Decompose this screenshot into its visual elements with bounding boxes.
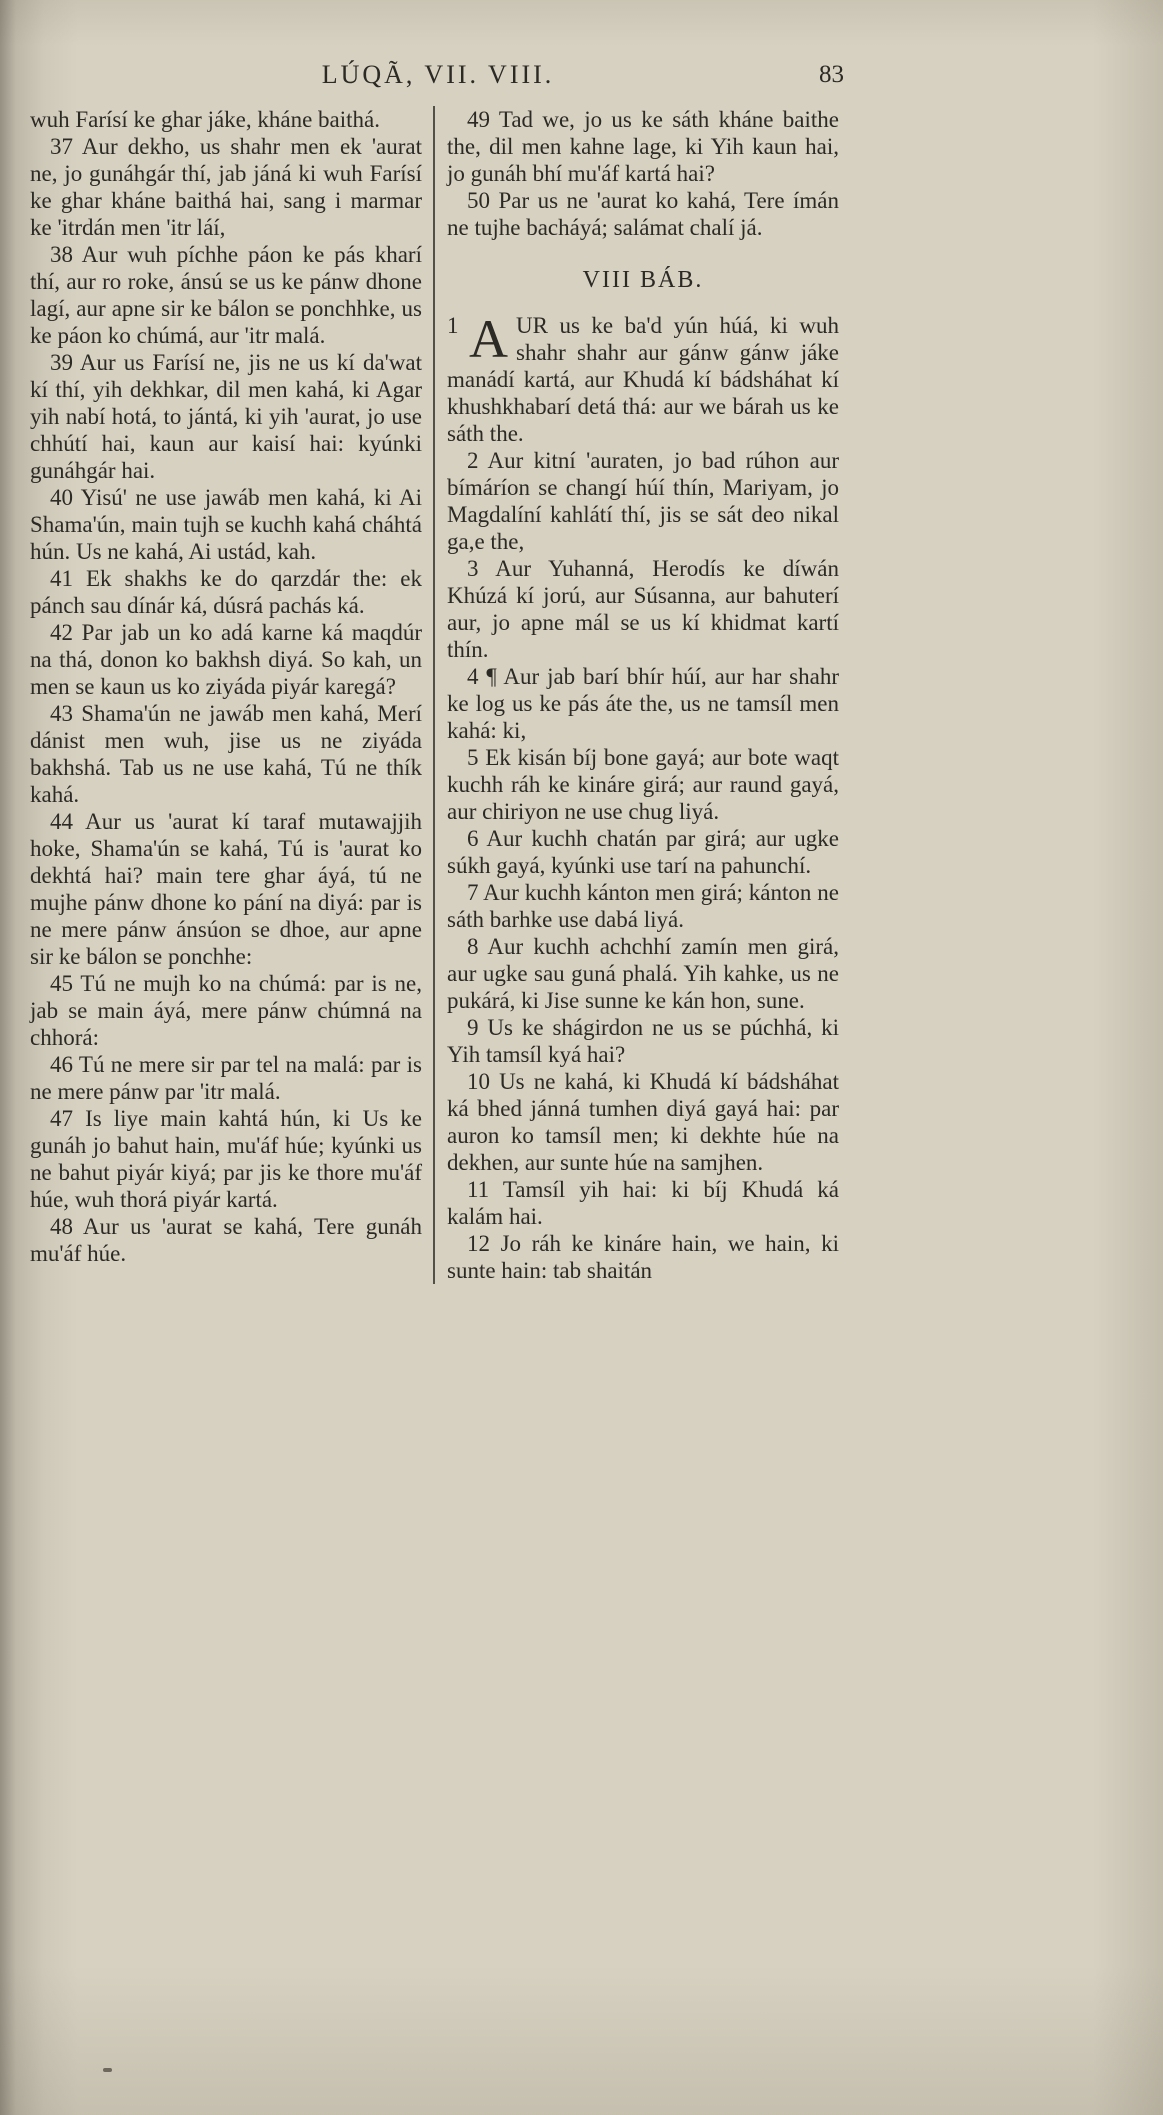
drop-cap: A xyxy=(469,309,508,369)
page-number: 83 xyxy=(819,61,844,88)
verse-paragraph: 8 Aur kuchh achchhí zamín men girá, aur ugke sau guná phalá. Yih kahke, us ne pukárá, ki Jise sunne ke kán hon, sune. xyxy=(447,934,839,1013)
verse-paragraph: 11 Tamsíl yih hai: ki bíj Khudá ká kalám hai. xyxy=(447,1177,839,1229)
verse-paragraph: 47 Is liye main kahtá hún, ki Us ke gunáh jo bahut hain, mu'áf húe; kyúnki us ne bahut piyár kiyá; par jis ke thore mu'áf húe, wuh thorá piyár kartá. xyxy=(30,1106,422,1212)
verse-paragraph: 43 Shama'ún ne jawáb men kahá, Merí dánist men wuh, jise us ne ziyáda bakhshá. Tab us ne use kahá, Tú ne thík kahá. xyxy=(30,701,422,807)
column-divider xyxy=(433,106,435,1284)
verse-paragraph: 46 Tú ne mere sir par tel na malá: par is ne mere pánw par 'itr malá. xyxy=(30,1052,422,1104)
verse-paragraph: 41 Ek shakhs ke do qarzdár the: ek pánch sau dínár ká, dúsrá pachás ká. xyxy=(30,566,422,618)
page-header xyxy=(30,60,846,94)
verse-paragraph: 45 Tú ne mujh ko na chúmá: par is ne, jab se main áyá, mere pánw chúmná na chhorá: xyxy=(30,971,422,1050)
verse-paragraph xyxy=(447,309,839,447)
verse-paragraph: 4 ¶ Aur jab barí bhír húí, aur har shahr ke log us ke pás áte the, us ne tamsíl men kahá: ki, xyxy=(447,664,839,743)
verse-paragraph: 50 Par us ne 'aurat ko kahá, Tere ímán ne tujhe bacháyá; salámat chalí já. xyxy=(447,188,839,240)
verse-paragraph: 48 Aur us 'aurat se kahá, Tere gunáh mu'áf húe. xyxy=(30,1214,422,1266)
verse-paragraph: 37 Aur dekho, us shahr men ek 'aurat ne, jo gunáhgár thí, jab jáná ki wuh Farísí ke ghar kháne baithá hai, sang i marmar ke 'itrdán men 'itr láí, xyxy=(30,134,422,240)
verse-number: 1 xyxy=(447,313,459,338)
left-column xyxy=(30,106,422,1284)
verse-paragraph: 10 Us ne kahá, ki Khudá kí bádsháhat ká bhed jánná tumhen diyá gayá hai: par auron ko tamsíl men; ki dekhte húe na dekhen, aur sunte húe na samjhen. xyxy=(447,1069,839,1175)
chapter-heading: VIII BÁB. xyxy=(582,267,704,293)
verse-paragraph: 12 Jo ráh ke kináre hain, we hain, ki sunte hain: tab shaitán xyxy=(447,1231,839,1283)
running-title: LÚQÃ, VII. VIII. xyxy=(321,60,555,89)
ink-speck xyxy=(103,2068,112,2072)
verse-paragraph: 6 Aur kuchh chatán par girá; aur ugke súkh gayá, kyúnki use tarí na pahunchí. xyxy=(447,826,839,878)
verse-paragraph: 7 Aur kuchh kánton men girá; kánton ne sáth barhke use dabá liyá. xyxy=(447,880,839,932)
text-columns xyxy=(30,106,846,1284)
right-column xyxy=(447,106,839,1284)
verse-paragraph: 3 Aur Yuhanná, Herodís ke díwán Khúzá kí jorú, aur Súsanna, aur bahuterí aur, jo apne mál se us kí khidmat kartí thín. xyxy=(447,556,839,662)
verse-paragraph: 2 Aur kitní 'auraten, jo bad rúhon aur bímáríon se changí húí thín, Mariyam, jo Magdalíní kahlátí thí, jis se sát deo nikal ga,e the, xyxy=(447,448,839,554)
verse-text: UR us ke ba'd yún húá, ki wuh shahr shahr aur gánw gánw jáke manádí kartá, aur Khudá kí bádsháhat kí khushkhabarí detá thá: aur we bárah us ke sáth the. xyxy=(447,313,839,446)
verse-paragraph: 40 Yisú' ne use jawáb men kahá, ki Ai Shama'ún, main tujh se kuchh kahá cháhtá hún. Us ne kahá, Ai ustád, kah. xyxy=(30,485,422,564)
verse-paragraph: 44 Aur us 'aurat kí taraf mutawajjih hoke, Shama'ún se kahá, Tú is 'aurat ko dekhtá hai? main tere ghar áyá, tú ne mujhe pánw dhone ko pání na diyá: par is ne mere pánw ánsúon se dhoe, aur apne sir ke bálon se ponchhe: xyxy=(30,809,422,969)
verse-paragraph: 49 Tad we, jo us ke sáth kháne baithe the, dil men kahne lage, ki Yih kaun hai, jo gunáh bhí mu'áf kartá hai? xyxy=(447,107,839,186)
page-content xyxy=(30,60,846,1284)
verse-paragraph: 5 Ek kisán bíj bone gayá; aur bote waqt kuchh ráh ke kináre girá; aur raund gayá, aur chiriyon ne use chug liyá. xyxy=(447,745,839,824)
verse-paragraph: 42 Par jab un ko adá karne ká maqdúr na thá, donon ko bakhsh diyá. So kah, un men se kaun us ko ziyáda piyár karegá? xyxy=(30,620,422,699)
continuation-paragraph: wuh Farísí ke ghar jáke, kháne baithá. xyxy=(30,107,380,132)
verse-paragraph: 39 Aur us Farísí ne, jis ne us kí da'wat kí thí, yih dekhkar, dil men kahá, ki Agar yih nabí hotá, to jántá, ki yih 'aurat, jo use chhútí hai, kaun aur kaisí hai: kyúnki gunáhgár hai. xyxy=(30,350,422,483)
verse-paragraph: 9 Us ke shágirdon ne us se púchhá, ki Yih tamsíl kyá hai? xyxy=(447,1015,839,1067)
verse-paragraph: 38 Aur wuh píchhe páon ke pás kharí thí, aur ro roke, ánsú se us ke pánw dhone lagí, aur apne sir ke bálon se ponchhke, us ke páon ko chúmá, aur 'itr malá. xyxy=(30,242,422,348)
